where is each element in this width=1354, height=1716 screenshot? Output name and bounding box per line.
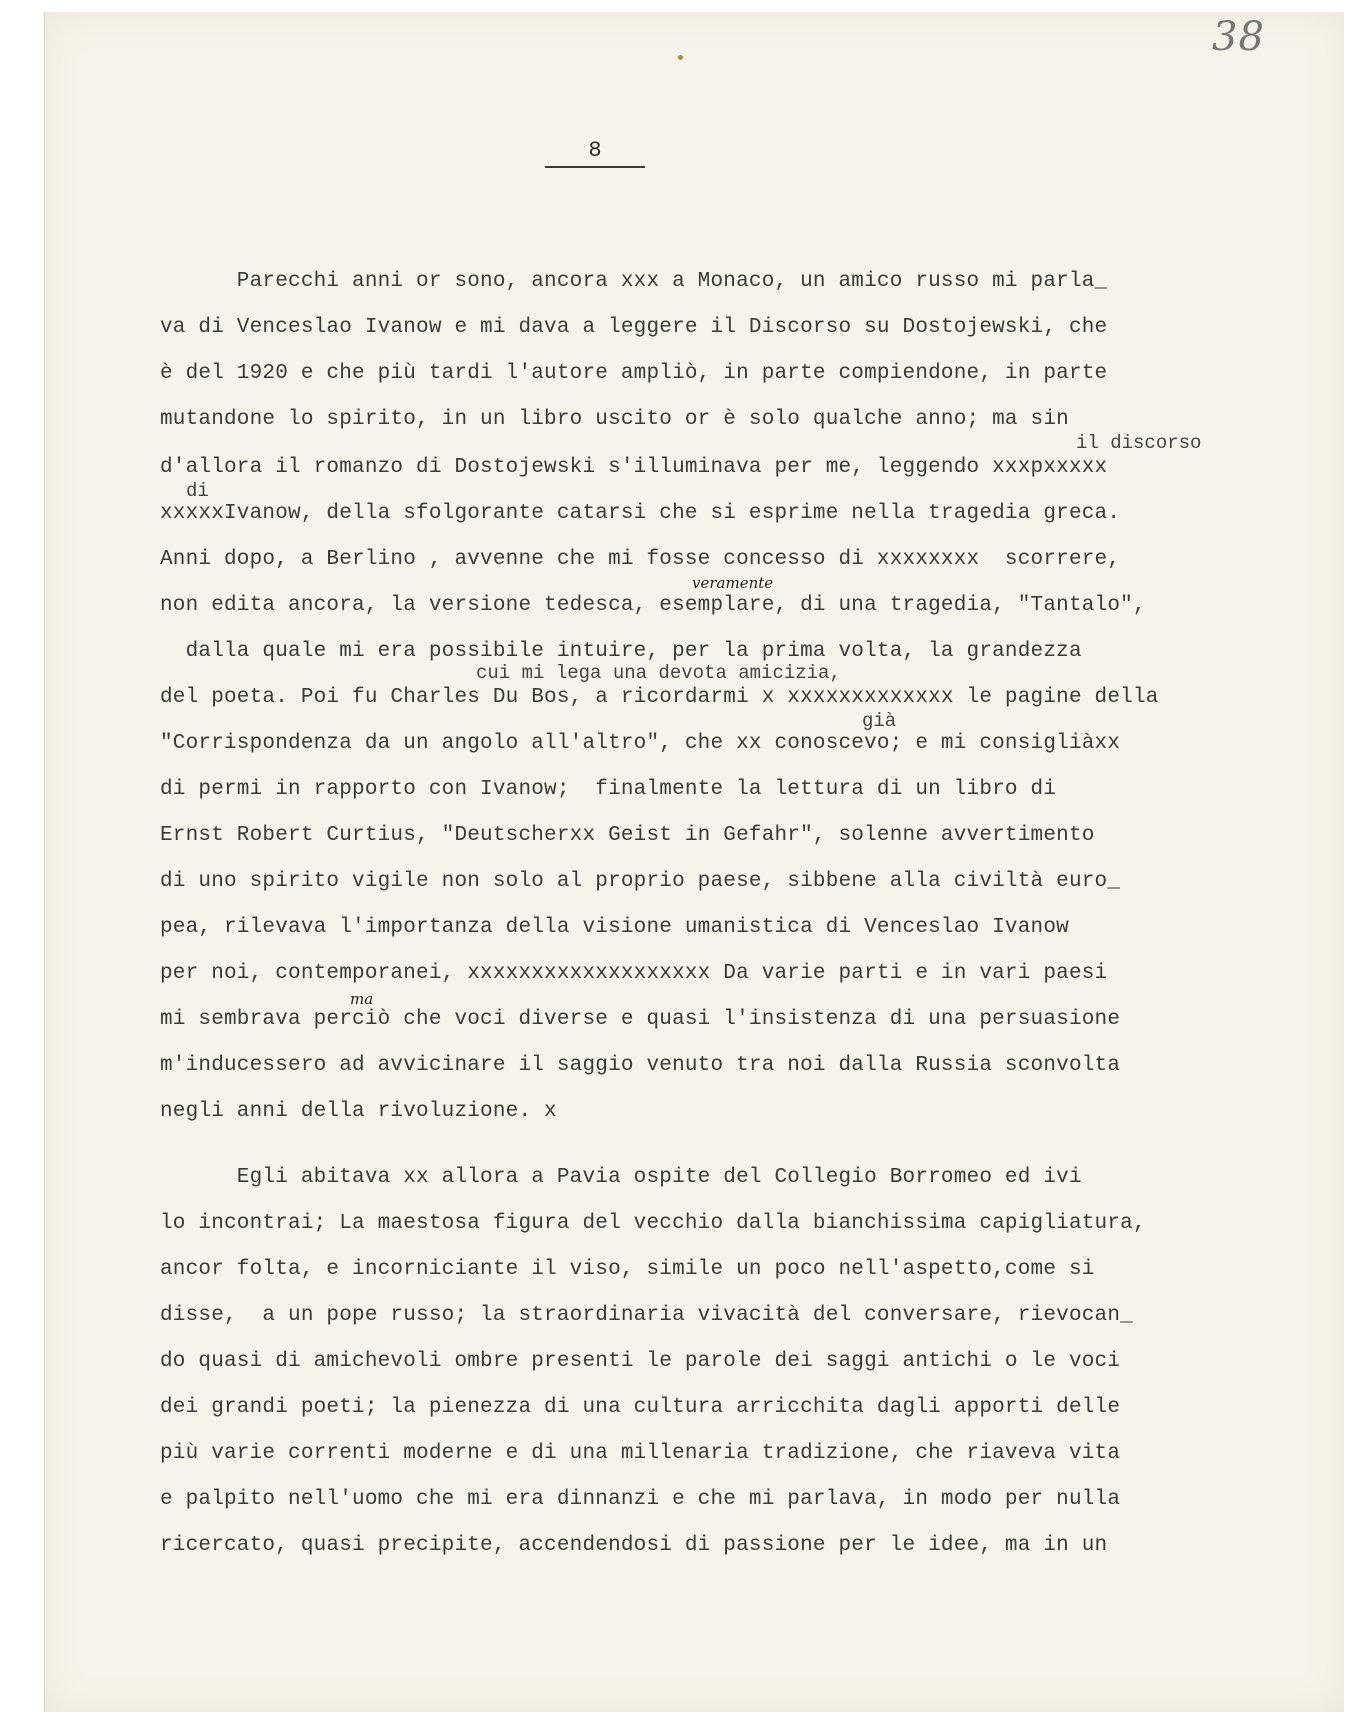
text-line: pea, rilevava l'importanza della visione umanistica di Venceslao Ivanow <box>160 916 1069 939</box>
text-line: va di Venceslao Ivanow e mi dava a leggere il Discorso su Dostojewski, che <box>160 316 1108 339</box>
text-line: non edita ancora, la versione tedesca, esemplare, di una tragedia, "Tantalo", <box>160 594 1146 617</box>
interlinear-insertion: il discorso <box>1076 432 1202 454</box>
text-line: mutandone lo spirito, in un libro uscito or è solo qualche anno; ma sin <box>160 408 1069 431</box>
page-number-underline <box>545 166 645 168</box>
interlinear-insertion: già <box>862 710 897 732</box>
handwritten-page-reference: 38 <box>1212 14 1265 60</box>
text-line: m'inducessero ad avvicinare il saggio venuto tra noi dalla Russia sconvolta <box>160 1054 1121 1077</box>
text-line: di uno spirito vigile non solo al proprio paese, sibbene alla civiltà euro_ <box>160 870 1121 893</box>
text-line: negli anni della rivoluzione. x <box>160 1100 557 1123</box>
ink-spot <box>678 55 683 60</box>
text-line: mi sembrava perciò che voci diverse e quasi l'insistenza di una persuasione <box>160 1008 1121 1031</box>
text-line: e palpito nell'uomo che mi era dinnanzi e che mi parlava, in modo per nulla <box>160 1488 1121 1511</box>
text-line: "Corrispondenza da un angolo all'altro", che xx conoscevo; e mi consigliàxx <box>160 732 1121 755</box>
text-line: ricercato, quasi precipite, accendendosi di passione per le idee, ma in un <box>160 1534 1108 1557</box>
text-line: Ernst Robert Curtius, "Deutscherxx Geist in Gefahr", solenne avvertimento <box>160 824 1095 847</box>
text-line: Anni dopo, a Berlino , avvenne che mi fosse concesso di xxxxxxxx scorrere, <box>160 548 1121 571</box>
text-line: xxxxxIvanow, della sfolgorante catarsi che si esprime nella tragedia greca. <box>160 502 1121 525</box>
page-edge <box>44 12 45 1712</box>
text-line: di permi in rapporto con Ivanow; finalmente la lettura di un libro di <box>160 778 1057 801</box>
text-line: dei grandi poeti; la pienezza di una cultura arricchita dagli apporti delle <box>160 1396 1121 1419</box>
text-line: d'allora il romanzo di Dostojewski s'illuminava per me, leggendo xxxpxxxxx <box>160 456 1108 479</box>
text-line: do quasi di amichevoli ombre presenti le parole dei saggi antichi o le voci <box>160 1350 1121 1373</box>
text-line: disse, a un pope russo; la straordinaria vivacità del conversare, rievocan_ <box>160 1304 1133 1327</box>
handwritten-insertion: veramente <box>692 574 774 592</box>
page-number: 8 <box>588 138 602 163</box>
text-line: più varie correnti moderne e di una millenaria tradizione, che riaveva vita <box>160 1442 1121 1465</box>
interlinear-insertion: cui mi lega una devota amicizia, <box>476 662 841 684</box>
interlinear-insertion: di <box>186 480 209 502</box>
handwritten-insertion: ma <box>350 990 374 1008</box>
text-line: lo incontrai; La maestosa figura del vecchio dalla bianchissima capigliatura, <box>160 1212 1146 1235</box>
text-line: dalla quale mi era possibile intuire, per la prima volta, la grandezza <box>160 640 1082 663</box>
text-line: per noi, contemporanei, xxxxxxxxxxxxxxxxxxx Da varie parti e in vari paesi <box>160 962 1108 985</box>
text-line: del poeta. Poi fu Charles Du Bos, a ricordarmi x xxxxxxxxxxxxx le pagine della <box>160 686 1159 709</box>
text-line: Egli abitava xx allora a Pavia ospite del Collegio Borromeo ed ivi <box>160 1166 1082 1189</box>
text-line: è del 1920 e che più tardi l'autore ampliò, in parte compiendone, in parte <box>160 362 1108 385</box>
text-line: ancor folta, e incorniciante il viso, simile un poco nell'aspetto,come si <box>160 1258 1095 1281</box>
text-line: Parecchi anni or sono, ancora xxx a Monaco, un amico russo mi parla_ <box>160 270 1108 293</box>
